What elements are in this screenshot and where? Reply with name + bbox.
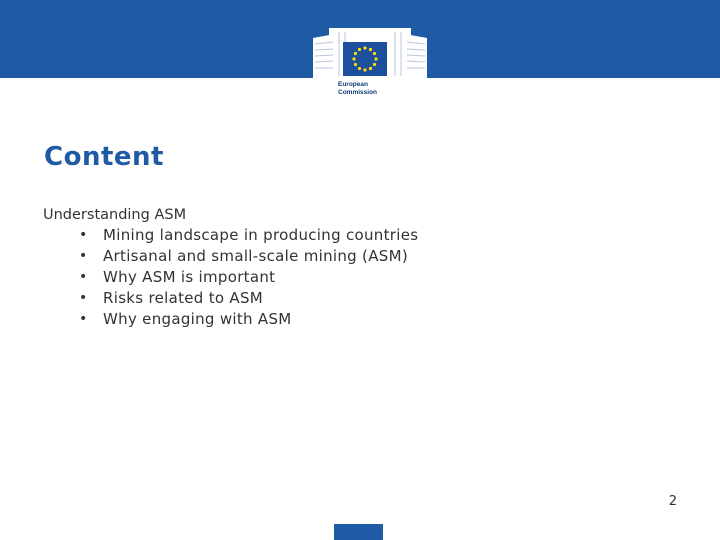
eu-flag-icon [343, 42, 387, 76]
eu-star-icon [354, 52, 357, 55]
eu-star-icon [363, 68, 366, 71]
eu-star-icon [354, 63, 357, 66]
logo-line-european: European [338, 81, 368, 88]
eu-star-icon [352, 57, 355, 60]
bullet-item: • Artisanal and small-scale mining (ASM) [76, 246, 418, 267]
logo-line-commission: Commission [338, 88, 378, 96]
logo-caption [338, 81, 377, 96]
bullet-list [76, 225, 418, 330]
eu-star-icon [373, 52, 376, 55]
slide-title: Content [44, 142, 164, 172]
bullet-item: • Risks related to ASM [76, 288, 418, 309]
eu-star-icon [369, 67, 372, 70]
footer-accent-bar [334, 524, 383, 540]
bullet-item: • Why engaging with ASM [76, 309, 418, 330]
eu-star-icon [358, 48, 361, 51]
eu-star-icon [363, 46, 366, 49]
eu-star-icon [374, 57, 377, 60]
bullet-item: • Why ASM is important [76, 267, 418, 288]
intro-text: Understanding ASM [43, 207, 187, 223]
eu-star-icon [358, 67, 361, 70]
eu-star-icon [373, 63, 376, 66]
bullet-item: • Mining landscape in producing countries [76, 225, 418, 246]
eu-star-icon [369, 48, 372, 51]
page-number: 2 [668, 494, 677, 509]
